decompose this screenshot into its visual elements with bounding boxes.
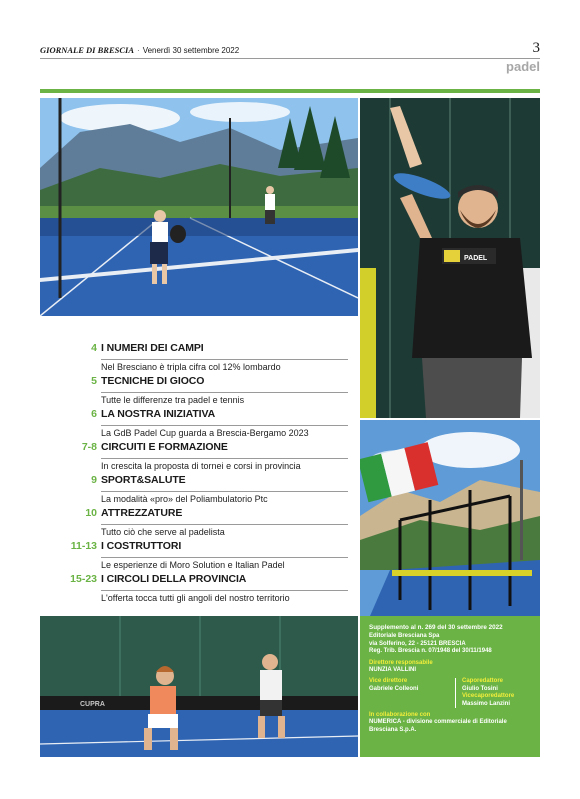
toc-page-number: 11-13 xyxy=(70,540,97,552)
toc-description: La modalità «pro» del Poliambulatorio Ptc xyxy=(101,491,348,507)
registration-line: Reg. Trib. Brescia n. 07/1948 del 30/11/1948 xyxy=(369,648,492,655)
toc-entry xyxy=(80,507,348,540)
issue-date: Venerdì 30 settembre 2022 xyxy=(142,46,240,55)
masthead-separator: · xyxy=(137,46,140,55)
toc-entry xyxy=(70,540,348,573)
header-rule xyxy=(40,58,540,59)
toc-page-number: 6 xyxy=(91,408,97,420)
colophon-box xyxy=(360,616,540,757)
supplement-line: Supplemento al n. 269 del 30 settembre 2022 xyxy=(369,624,503,631)
toc-title: I NUMERI DEI CAMPI xyxy=(101,342,204,354)
toc-title: SPORT&SALUTE xyxy=(101,474,186,486)
section-accent-bar xyxy=(40,89,540,93)
section-label: padel xyxy=(506,59,540,74)
page-number: 3 xyxy=(532,40,540,56)
deputy-editor-name: Massimo Lanzini xyxy=(462,700,511,707)
toc-title: ATTREZZATURE xyxy=(101,507,183,519)
table-of-contents xyxy=(70,342,348,606)
masthead xyxy=(40,45,540,59)
photo-player-overhead xyxy=(360,98,540,418)
toc-entry xyxy=(80,342,348,375)
toc-page-number: 7-8 xyxy=(81,441,97,453)
toc-description: Tutte le differenze tra padel e tennis xyxy=(101,392,348,408)
toc-title: TECNICHE DI GIOCO xyxy=(101,375,205,387)
shirt-logo-text: PADEL xyxy=(464,255,488,262)
toc-description: Nel Bresciano è tripla cifra col 12% lombardo xyxy=(101,359,348,375)
vice-director-name: Gabriele Colleoni xyxy=(369,685,419,692)
toc-title: I CIRCOLI DELLA PROVINCIA xyxy=(101,573,247,585)
toc-page-number: 9 xyxy=(91,474,97,486)
toc-description: La GdB Padel Cup guarda a Brescia-Bergamo 2023 xyxy=(101,425,348,441)
toc-page-number: 15-23 xyxy=(70,573,97,585)
toc-description: Le esperienze di Moro Solution e Italian Padel xyxy=(101,557,348,573)
publisher-name: Editoriale Bresciana Spa xyxy=(369,633,440,640)
chief-editor-name: Giulio Tosini xyxy=(462,685,498,692)
vice-director-role: Vice direttore xyxy=(369,678,408,685)
editorial-staff xyxy=(369,678,532,708)
photo-outdoor-padel-court xyxy=(40,98,358,316)
toc-description: L'offerta tocca tutti gli angoli del nostro territorio xyxy=(101,590,348,606)
toc-entry xyxy=(80,474,348,507)
toc-entry xyxy=(70,573,348,606)
toc-entry xyxy=(80,441,348,474)
publisher-address: via Solferino, 22 - 25121 BRESCIA xyxy=(369,640,466,647)
collaboration-role: In collaborazione con xyxy=(369,712,431,719)
photo-court-italian-flag xyxy=(360,420,540,616)
newspaper-name: GIORNALE DI BRESCIA xyxy=(40,45,135,55)
director-name: NUNZIA VALLINI xyxy=(369,667,416,674)
toc-title: CIRCUITI E FORMAZIONE xyxy=(101,441,228,453)
director-role: Direttore responsabile xyxy=(369,659,433,666)
collaboration-text: NUMERICA - divisione commerciale di Editoriale Bresciana S.p.A. xyxy=(369,719,507,733)
photo-indoor-padel-match xyxy=(40,616,358,757)
toc-description: Tutto ciò che serve al padelista xyxy=(101,524,348,540)
toc-page-number: 4 xyxy=(91,342,97,354)
deputy-editor-role: Vicecaporedattore xyxy=(462,693,515,700)
toc-page-number: 5 xyxy=(91,375,97,387)
court-banner-text: CUPRA xyxy=(80,701,105,708)
toc-page-number: 10 xyxy=(85,507,97,519)
toc-title: LA NOSTRA INIZIATIVA xyxy=(101,408,216,420)
toc-title: I COSTRUTTORI xyxy=(101,540,182,552)
toc-entry xyxy=(80,408,348,441)
toc-entry xyxy=(80,375,348,408)
toc-description: In crescita la proposta di tornei e corsi in provincia xyxy=(101,458,348,474)
chief-editor-role: Caporedattore xyxy=(462,678,504,685)
